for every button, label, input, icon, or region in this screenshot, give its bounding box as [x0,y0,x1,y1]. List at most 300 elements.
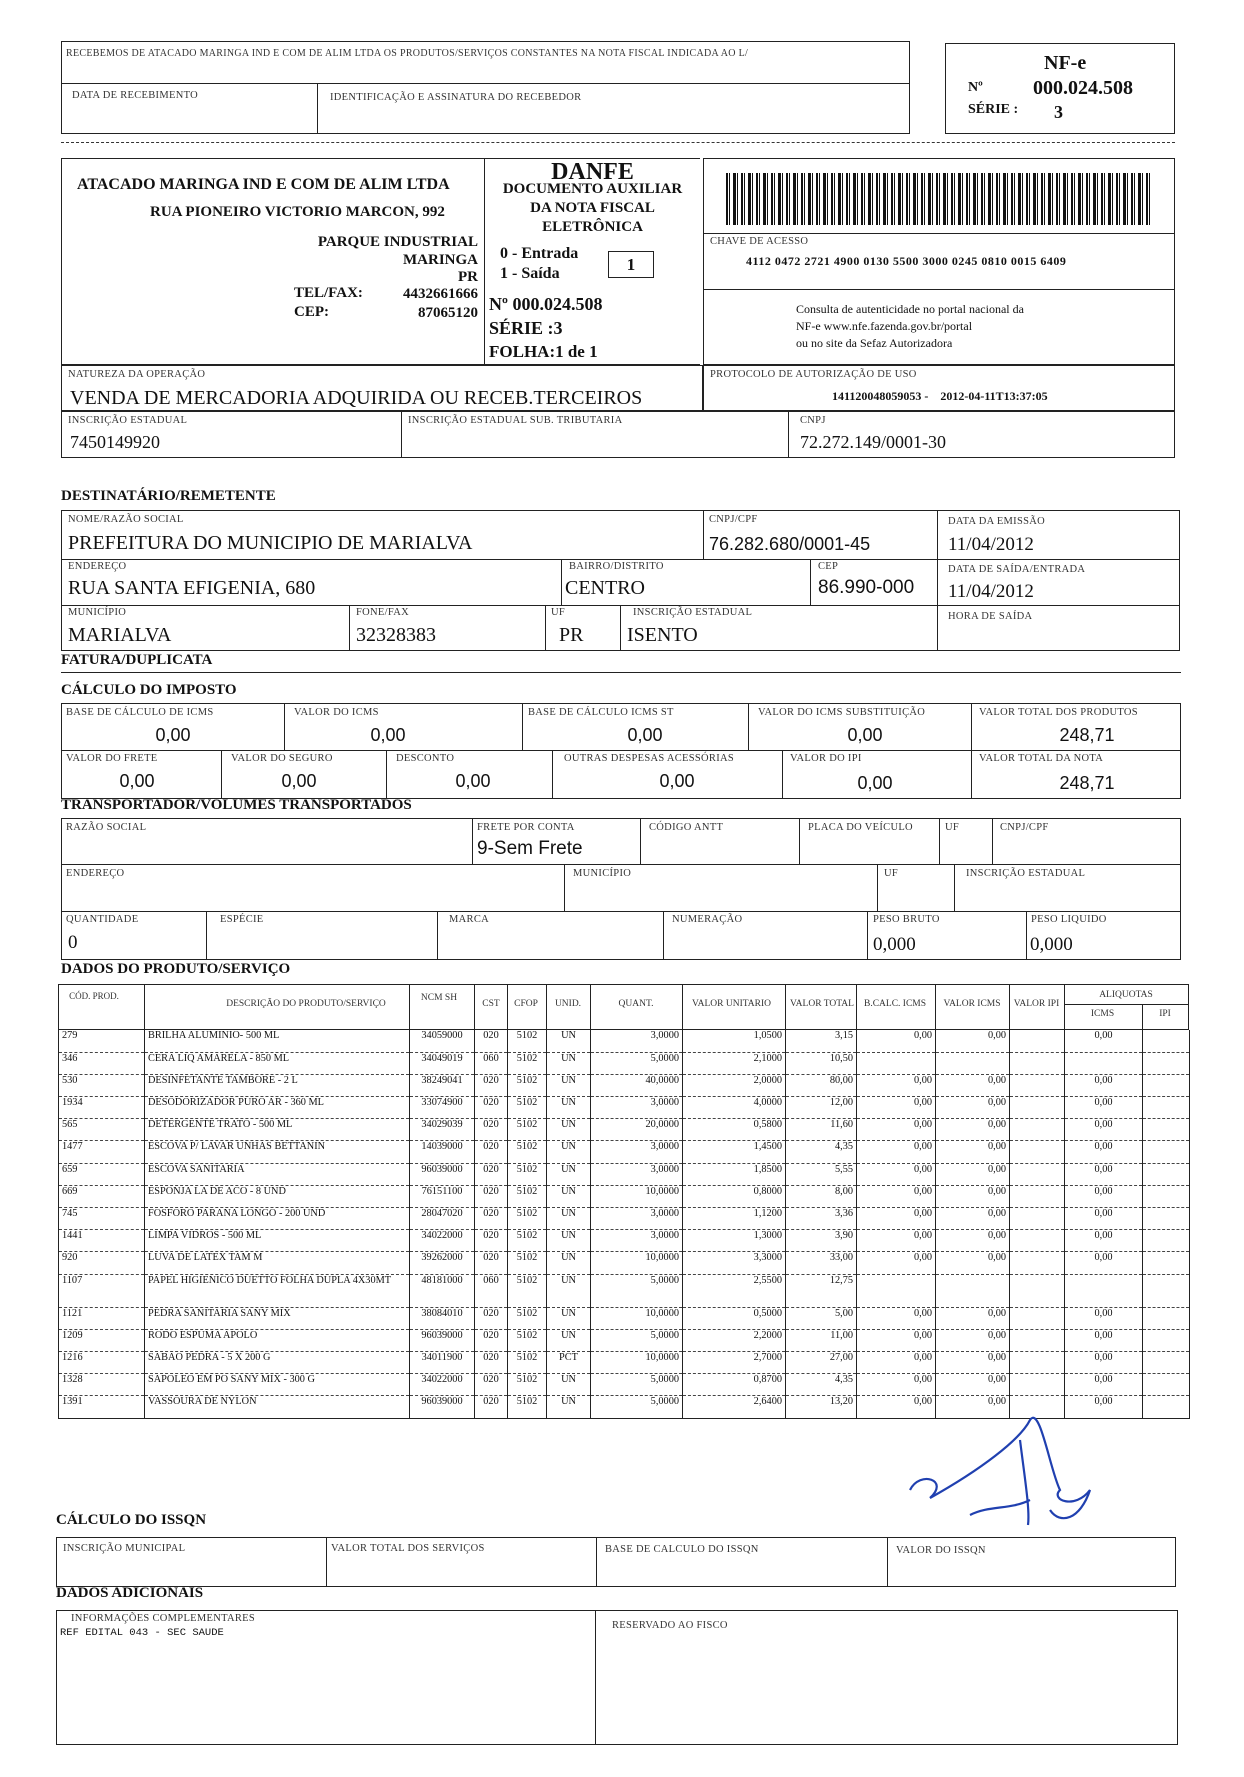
carrier-ie-label: INSCRIÇÃO ESTADUAL [966,868,1086,879]
icms-value-label: VALOR DO ICMS [294,707,379,718]
nfe-label: NF-e [1044,52,1087,74]
brand-label: MARCA [449,914,490,925]
total-products-value: 248,71 [1059,725,1115,745]
discount-label: DESCONTO [396,753,455,764]
row-aliq-ipi [1143,1097,1190,1119]
other-expenses-value: 0,00 [659,771,695,791]
row-total: 12,00 [786,1097,857,1119]
row-icms-base: 0,00 [857,1351,936,1373]
issuer-city: MARINGA [403,252,478,268]
receiver-signature-label: IDENTIFICAÇÃO E ASSINATURA DO RECEBEDOR [330,92,582,103]
row-icms-base: 0,00 [857,1074,936,1096]
recipient-city-value: MARIALVA [68,624,172,646]
row-cod: 659 [59,1163,145,1185]
row-quantity: 10,0000 [591,1185,683,1207]
insurance-label: VALOR DO SEGURO [231,753,333,764]
ipi-label: VALOR DO IPI [790,753,862,764]
emission-date-label: DATA DA EMISSÃO [948,516,1046,527]
row-unit-price: 1,3000 [683,1230,786,1252]
nfe-serie-label: SÉRIE : [968,102,1019,117]
row-icms-value [936,1052,1010,1074]
row-aliq-ipi [1143,1208,1190,1230]
row-ipi-value [1010,1052,1065,1074]
row-total: 13,20 [786,1396,857,1418]
header-bcalc: B.CALC. ICMS [863,999,927,1009]
row-unit-price: 2,5500 [683,1274,786,1307]
state-registration-label: INSCRIÇÃO ESTADUAL [68,415,188,426]
row-quantity: 5,0000 [591,1274,683,1307]
antt-label: CÓDIGO ANTT [649,822,724,833]
row-unit: UN [547,1163,591,1185]
row-icms-value: 0,00 [936,1396,1010,1418]
insurance-value: 0,00 [281,771,317,791]
row-cst: 020 [475,1252,508,1274]
row-ipi-value [1010,1097,1065,1119]
row-unit: UN [547,1208,591,1230]
reserved-fisco-label: RESERVADO AO FISCO [612,1620,728,1631]
row-total: 3,90 [786,1230,857,1252]
icms-base-value: 0,00 [155,725,191,745]
row-description: DESINFETANTE TAMBORE - 2 L [145,1074,410,1096]
row-description: LIMPA VIDROS - 500 ML [145,1230,410,1252]
issqn-section-title: CÁLCULO DO ISSQN [56,1512,207,1528]
row-aliq-icms: 0,00 [1065,1374,1143,1396]
row-icms-value: 0,00 [936,1119,1010,1141]
tax-box [61,703,1181,799]
row-quantity: 3,0000 [591,1030,683,1052]
row-cod: 669 [59,1185,145,1207]
row-ncm: 39262000 [410,1252,475,1274]
row-cst: 020 [475,1141,508,1163]
row-cod: 1121 [59,1307,145,1329]
row-total: 11,00 [786,1329,857,1351]
danfe-box [485,158,700,365]
row-icms-value: 0,00 [936,1097,1010,1119]
row-icms-value: 0,00 [936,1030,1010,1052]
row-aliq-icms [1065,1274,1143,1307]
row-quantity: 3,0000 [591,1163,683,1185]
table-row [59,1030,1190,1052]
danfe-saida: 1 - Saída [500,265,560,282]
row-quantity: 3,0000 [591,1097,683,1119]
row-icms-value [936,1274,1010,1307]
row-aliq-ipi [1143,1052,1190,1074]
issuer-name: ATACADO MARINGA IND E COM DE ALIM LTDA [77,176,450,193]
row-cod: 1391 [59,1396,145,1418]
header-vicms: VALOR ICMS [943,999,1001,1009]
issqn-base-label: BASE DE CALCULO DO ISSQN [605,1544,759,1555]
row-aliq-ipi [1143,1396,1190,1418]
freight-account-value: 9-Sem Frete [477,838,583,859]
row-aliq-ipi [1143,1163,1190,1185]
header-descricao: DESCRIÇÃO DO PRODUTO/SERVIÇO [226,999,386,1009]
row-quantity: 10,0000 [591,1351,683,1373]
row-description: DESODORIZADOR PURO AR - 360 ML [145,1097,410,1119]
danfe-folha: FOLHA:1 de 1 [489,342,598,361]
row-unit-price: 0,5000 [683,1307,786,1329]
row-aliq-ipi [1143,1074,1190,1096]
row-unit: UN [547,1141,591,1163]
row-cst: 020 [475,1396,508,1418]
carrier-box [61,818,1181,960]
carrier-uf2-label: UF [884,868,899,879]
row-icms-value: 0,00 [936,1185,1010,1207]
row-icms-base: 0,00 [857,1252,936,1274]
row-icms-base: 0,00 [857,1141,936,1163]
recipient-district-value: CENTRO [565,577,645,599]
row-ipi-value [1010,1141,1065,1163]
row-unit-price: 1,8500 [683,1163,786,1185]
row-ipi-value [1010,1119,1065,1141]
row-ncm: 76151100 [410,1185,475,1207]
total-invoice-value: 248,71 [1059,773,1115,793]
emission-date-value: 11/04/2012 [948,534,1034,555]
row-icms-base: 0,00 [857,1396,936,1418]
row-cst: 020 [475,1374,508,1396]
issuer-address: RUA PIONEIRO VICTORIO MARCON, 992 [150,204,445,220]
row-cst: 020 [475,1351,508,1373]
row-cst: 020 [475,1097,508,1119]
row-cst: 020 [475,1030,508,1052]
tax-section-title: CÁLCULO DO IMPOSTO [61,682,237,698]
municipal-registration-label: INSCRIÇÃO MUNICIPAL [63,1543,186,1554]
row-icms-base: 0,00 [857,1163,936,1185]
state-registration-st-label: INSCRIÇÃO ESTADUAL SUB. TRIBUTARIA [408,415,623,426]
table-row [59,1274,1190,1307]
freight-value: 0,00 [119,771,155,791]
header-aliquotas: ALIQUOTAS [1099,990,1153,1000]
exit-date-value: 11/04/2012 [948,581,1034,602]
row-unit: UN [547,1396,591,1418]
row-icms-value: 0,00 [936,1208,1010,1230]
row-ipi-value [1010,1329,1065,1351]
row-cfop: 5102 [508,1163,547,1185]
row-unit-price: 2,6400 [683,1396,786,1418]
row-description: CERA LIQ AMARELA - 850 ML [145,1052,410,1074]
row-icms-value: 0,00 [936,1374,1010,1396]
row-unit: UN [547,1052,591,1074]
row-ipi-value [1010,1208,1065,1230]
net-weight-value: 0,000 [1030,934,1073,955]
icms-st-value-label: VALOR DO ICMS SUBSTITUIÇÃO [758,707,926,718]
table-row [59,1329,1190,1351]
issuer-cep-label: CEP: [294,304,329,320]
row-cfop: 5102 [508,1097,547,1119]
row-ncm: 28047020 [410,1208,475,1230]
numbering-label: NUMERAÇÃO [672,914,743,925]
species-label: ESPÉCIE [220,914,264,925]
row-icms-value: 0,00 [936,1252,1010,1274]
row-cfop: 5102 [508,1208,547,1230]
protocol-value: 141120048059053 - 2012-04-11T13:37:05 [832,389,1048,403]
header-vunit: VALOR UNITARIO [691,999,772,1009]
row-ncm: 14039000 [410,1141,475,1163]
row-description: SABAO PEDRA - 5 X 200 G [145,1351,410,1373]
products-section-title: DADOS DO PRODUTO/SERVIÇO [61,961,291,977]
row-aliq-icms: 0,00 [1065,1329,1143,1351]
row-ncm: 34049019 [410,1052,475,1074]
recipient-address-value: RUA SANTA EFIGENIA, 680 [68,577,316,599]
row-unit-price: 1,4500 [683,1141,786,1163]
row-aliq-ipi [1143,1230,1190,1252]
row-total: 11,60 [786,1119,857,1141]
discount-value: 0,00 [455,771,491,791]
plate-label: PLACA DO VEÍCULO [808,822,913,833]
row-aliq-icms: 0,00 [1065,1185,1143,1207]
row-quantity: 3,0000 [591,1208,683,1230]
header-vtotal: VALOR TOTAL [790,999,854,1009]
row-ncm: 34011900 [410,1351,475,1373]
row-cfop: 5102 [508,1052,547,1074]
row-aliq-icms [1065,1052,1143,1074]
row-quantity: 5,0000 [591,1396,683,1418]
row-ncm: 38249041 [410,1074,475,1096]
nfe-number-prefix: Nº [968,80,983,95]
products-header [58,984,1189,1030]
icms-base-label: BASE DE CÁLCULO DE ICMS [66,707,214,718]
recipient-cnpj-label: CNPJ/CPF [709,514,758,525]
row-unit-price: 2,1000 [683,1052,786,1074]
row-icms-value: 0,00 [936,1307,1010,1329]
issuer-box [61,158,485,365]
row-cod: 1477 [59,1141,145,1163]
row-ipi-value [1010,1030,1065,1052]
row-unit: UN [547,1307,591,1329]
icms-st-value: 0,00 [847,725,883,745]
row-cod: 530 [59,1074,145,1096]
header-aliq-ipi: IPI [1159,1009,1171,1019]
row-description: PEDRA SANITARIA SANY MIX [145,1307,410,1329]
row-cod: 1107 [59,1274,145,1307]
registrations-box [61,411,1175,458]
carrier-address-label: ENDEREÇO [66,868,125,879]
exit-time-label: HORA DE SAÍDA [948,611,1033,622]
row-icms-base [857,1274,936,1307]
freight-label: VALOR DO FRETE [66,753,158,764]
issuer-telfax: 4432661666 [403,286,478,302]
table-row [59,1351,1190,1373]
row-cst: 020 [475,1074,508,1096]
row-aliq-icms: 0,00 [1065,1252,1143,1274]
carrier-name-label: RAZÃO SOCIAL [66,822,147,833]
row-cfop: 5102 [508,1307,547,1329]
carrier-cnpj-label: CNPJ/CPF [1000,822,1049,833]
icms-value: 0,00 [370,725,406,745]
consulta-line-1: Consulta de autenticidade no portal nacional da [796,302,1024,316]
row-cod: 1328 [59,1374,145,1396]
other-expenses-label: OUTRAS DESPESAS ACESSÓRIAS [564,753,735,764]
row-aliq-ipi [1143,1307,1190,1329]
invoice-section-title: FATURA/DUPLICATA [61,652,213,668]
issuer-district: PARQUE INDUSTRIAL [317,234,478,250]
row-ipi-value [1010,1074,1065,1096]
danfe-subtitle-3: ELETRÔNICA [542,219,643,235]
danfe-title: DANFE [551,159,634,185]
header-cod: CÓD. PROD. [69,991,119,1001]
row-icms-value: 0,00 [936,1163,1010,1185]
row-cod: 1209 [59,1329,145,1351]
row-ipi-value [1010,1185,1065,1207]
table-row [59,1230,1190,1252]
row-cfop: 5102 [508,1074,547,1096]
row-cfop: 5102 [508,1030,547,1052]
row-cfop: 5102 [508,1274,547,1307]
row-total: 12,75 [786,1274,857,1307]
row-unit: UN [547,1074,591,1096]
issuer-cnpj-value: 72.272.149/0001-30 [800,432,946,452]
total-products-label: VALOR TOTAL DOS PRODUTOS [979,707,1138,718]
row-cod: 920 [59,1252,145,1274]
row-cfop: 5102 [508,1351,547,1373]
row-ipi-value [1010,1252,1065,1274]
row-ipi-value [1010,1307,1065,1329]
barcode [726,173,1152,225]
row-total: 27,00 [786,1351,857,1373]
recipient-ie-label: INSCRIÇÃO ESTADUAL [633,607,753,618]
row-total: 5,55 [786,1163,857,1185]
row-cfop: 5102 [508,1329,547,1351]
row-unit: UN [547,1252,591,1274]
exit-date-label: DATA DE SAÍDA/ENTRADA [948,564,1086,575]
nature-operation-value: VENDA DE MERCADORIA ADQUIRIDA OU RECEB.TERCEIROS [70,387,643,409]
row-cst: 020 [475,1230,508,1252]
danfe-entrada: 0 - Entrada [500,245,579,262]
protocol-label: PROTOCOLO DE AUTORIZAÇÃO DE USO [710,369,917,380]
row-description: ESCOVA P/ LAVAR UNHAS BETTANIN [145,1141,410,1163]
nature-operation-box [61,365,703,411]
table-row [59,1074,1190,1096]
row-description: SAPOLEO EM PO SANY MIX - 300 G [145,1374,410,1396]
row-cst: 060 [475,1052,508,1074]
danfe-tipo-box: 1 [608,251,654,278]
row-aliq-ipi [1143,1030,1190,1052]
row-ncm: 34022000 [410,1230,475,1252]
recipient-section-title: DESTINATÁRIO/REMETENTE [61,488,276,504]
row-total: 4,35 [786,1374,857,1396]
recipient-city-label: MUNICÍPIO [68,607,127,618]
issuer-cep: 87065120 [418,305,478,321]
icms-st-base-label: BASE DE CÁLCULO ICMS ST [528,707,674,718]
row-ncm: 96039000 [410,1396,475,1418]
row-icms-value: 0,00 [936,1329,1010,1351]
row-unit: UN [547,1097,591,1119]
consulta-line-2: NF-e www.nfe.fazenda.gov.br/portal [796,319,973,333]
recipient-phone-value: 32328383 [356,624,436,646]
row-unit-price: 0,8700 [683,1374,786,1396]
nfe-number-box [945,43,1175,134]
row-aliq-ipi [1143,1329,1190,1351]
danfe-serie: SÉRIE :3 [489,318,563,338]
carrier-section-title: TRANSPORTADOR/VOLUMES TRANSPORTADOS [61,797,412,813]
row-cfop: 5102 [508,1230,547,1252]
row-ncm: 34059000 [410,1030,475,1052]
row-aliq-icms: 0,00 [1065,1030,1143,1052]
receipt-statement: RECEBEMOS DE ATACADO MARINGA IND E COM DE ALIM LTDA OS PRODUTOS/SERVIÇOS CONSTANTES NA NOTA FISCAL INDICADA AO L/ [66,48,749,59]
row-description: RODO ESPUMA APOLO [145,1329,410,1351]
additional-box [56,1610,1178,1745]
row-cst: 020 [475,1307,508,1329]
row-icms-base: 0,00 [857,1208,936,1230]
row-aliq-icms: 0,00 [1065,1351,1143,1373]
row-quantity: 10,0000 [591,1252,683,1274]
consulta-line-3: ou no site da Sefaz Autorizadora [796,336,953,350]
row-quantity: 5,0000 [591,1329,683,1351]
row-icms-base: 0,00 [857,1097,936,1119]
issqn-value-label: VALOR DO ISSQN [896,1545,986,1556]
additional-section-title: DADOS ADICIONAIS [56,1585,204,1601]
table-row [59,1252,1190,1274]
row-quantity: 40,0000 [591,1074,683,1096]
row-aliq-icms: 0,00 [1065,1141,1143,1163]
header-unid: UNID. [554,999,582,1009]
row-cst: 020 [475,1163,508,1185]
row-unit-price: 0,8000 [683,1185,786,1207]
row-total: 3,15 [786,1030,857,1052]
row-total: 3,36 [786,1208,857,1230]
recipient-cep-value: 86.990-000 [818,577,915,598]
row-cfop: 5102 [508,1374,547,1396]
danfe-subtitle-1: DOCUMENTO AUXILIAR [502,181,683,197]
row-total: 33,00 [786,1252,857,1274]
table-row [59,1141,1190,1163]
row-total: 5,00 [786,1307,857,1329]
row-cst: 020 [475,1329,508,1351]
table-row [59,1208,1190,1230]
row-unit-price: 4,0000 [683,1097,786,1119]
row-icms-base: 0,00 [857,1185,936,1207]
row-description: LUVA DE LATEX TAM M [145,1252,410,1274]
row-unit-price: 1,1200 [683,1208,786,1230]
complementary-info-label: INFORMAÇÕES COMPLEMENTARES [71,1613,256,1624]
table-row [59,1307,1190,1329]
issqn-box [56,1537,1176,1587]
row-icms-base [857,1052,936,1074]
row-cod: 1216 [59,1351,145,1373]
row-ipi-value [1010,1374,1065,1396]
row-icms-value: 0,00 [936,1351,1010,1373]
row-icms-value: 0,00 [936,1230,1010,1252]
recipient-district-label: BAIRRO/DISTRITO [569,561,664,572]
row-aliq-icms: 0,00 [1065,1097,1143,1119]
header-quant: QUANT. [618,999,654,1009]
row-unit-price: 2,0000 [683,1074,786,1096]
row-aliq-ipi [1143,1119,1190,1141]
row-quantity: 20,0000 [591,1119,683,1141]
recipient-name-value: PREFEITURA DO MUNICIPIO DE MARIALVA [68,532,473,554]
table-row [59,1097,1190,1119]
row-cst: 060 [475,1274,508,1307]
table-row [59,1052,1190,1074]
row-ncm: 34029039 [410,1119,475,1141]
row-unit: PCT [547,1351,591,1373]
row-quantity: 5,0000 [591,1052,683,1074]
table-row [59,1119,1190,1141]
recipient-phone-label: FONE/FAX [356,607,409,618]
row-cfop: 5102 [508,1119,547,1141]
row-cst: 020 [475,1119,508,1141]
issuer-telfax-label: TEL/FAX: [294,285,363,301]
row-icms-base: 0,00 [857,1329,936,1351]
signature-mark [900,1400,1100,1530]
row-unit: UN [547,1030,591,1052]
net-weight-label: PESO LIQUIDO [1031,914,1107,925]
row-unit-price: 2,7000 [683,1351,786,1373]
row-ipi-value [1010,1274,1065,1307]
row-cod: 279 [59,1030,145,1052]
cut-line [61,142,1175,143]
recipient-cnpj-value: 76.282.680/0001-45 [709,534,871,554]
row-ipi-value [1010,1230,1065,1252]
